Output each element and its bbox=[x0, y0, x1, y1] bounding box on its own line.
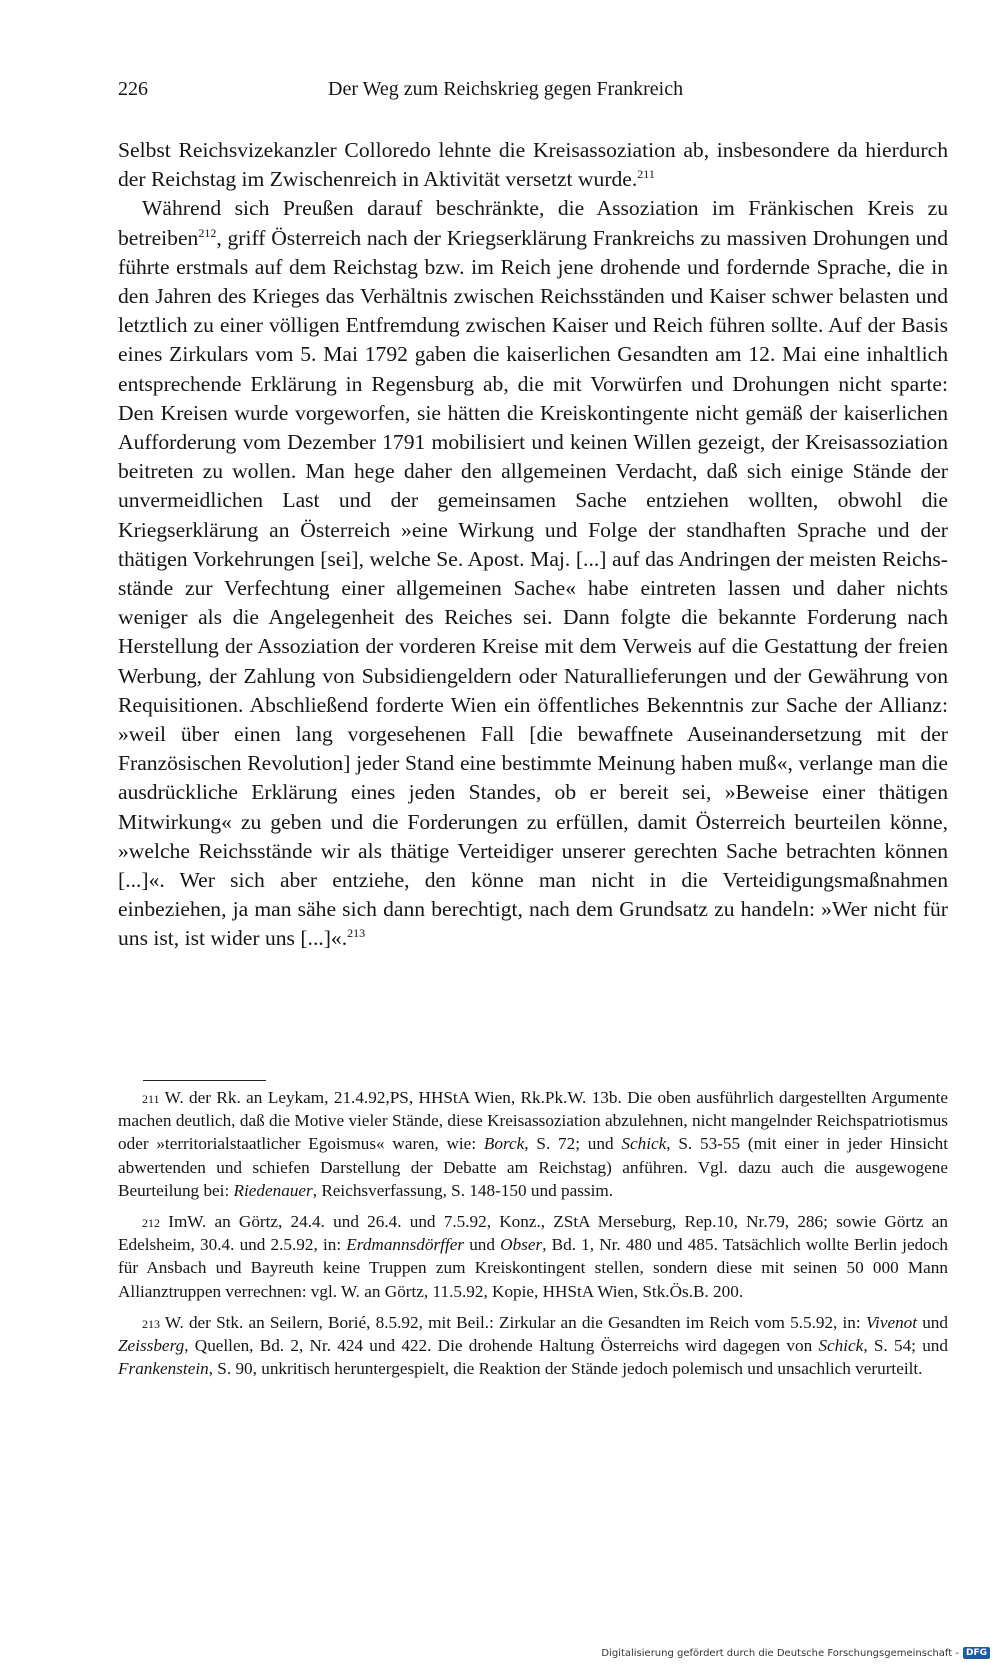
footnotes bbox=[118, 1086, 948, 1388]
footnote bbox=[118, 1086, 948, 1202]
footnote-number: 211 bbox=[142, 1092, 160, 1106]
author-name: Frankenstein bbox=[118, 1359, 209, 1379]
footnote-number: 212 bbox=[142, 1216, 160, 1231]
paragraph bbox=[118, 136, 948, 194]
author-name: Vivenot bbox=[865, 1312, 918, 1332]
footnote-number: 213 bbox=[142, 1316, 160, 1331]
paragraph-text: Während sich Preußen darauf beschränkte, die Assoziation im Fränkischen Kreis zu betreiben bbox=[118, 196, 948, 250]
paragraph-text: Selbst Reichsvizekanzler Colloredo lehnte die Kreisassoziation ab, insbesondere da hierdurch der Reichstag im Zwischenreich in Aktivität versetzt wurde. bbox=[118, 138, 948, 192]
footnote-text: , Reichsverfassung, S. 148-150 und passim. bbox=[312, 1180, 614, 1200]
digitization-credit bbox=[601, 1647, 990, 1659]
footnote-text: , Bd. 1, Nr. 480 und 485. Tatsächlich wollte Berlin jedoch für Ansbach und Bayreuth keine Truppen zum Kreiskontingent stellen, sondern diese mit seinen 50 000 Mann Allianztruppen verrechnen: vgl. W. an Görtz, 11.5.92, Kopie, HHStA Wien, Stk.Ös.B. 200. bbox=[118, 1235, 948, 1301]
footnote-ref: 212 bbox=[198, 225, 217, 240]
footnote-text: ImW. an Görtz, 24.4. und 26.4. und 7.5.92, Konz., ZStA Merseburg, Rep.10, Nr.79, 286; sowie Görtz an Edelsheim, 30.4. und 2.5.92, in: bbox=[118, 1212, 948, 1255]
author-name: Schick bbox=[818, 1336, 864, 1356]
footnote bbox=[118, 1210, 948, 1303]
body-text bbox=[118, 136, 948, 954]
author-name: Obser bbox=[500, 1235, 543, 1255]
author-name: Riedenauer bbox=[233, 1180, 313, 1200]
author-name: Borck bbox=[483, 1134, 525, 1154]
footnote-text: W. der Rk. an Leykam, 21.4.92,PS, HHStA Wien, Rk.Pk.W. 13b. Die oben ausführlich dargestellten Argumente machen deutlich, daß die Motive vieler Stände, diese Kreisassoziation abzulehnen, nicht mangelnder Reichspatriotismus oder »territorialstaatlicher Egoismus« waren, wie: bbox=[118, 1088, 948, 1154]
footnote-text: und bbox=[917, 1312, 948, 1332]
footnote-text: W. der Stk. an Seilern, Borié, 8.5.92, mit Beil.: Zirkular an die Gesandten im Reich vom 5.5.92, in: bbox=[160, 1312, 866, 1332]
running-head: Der Weg zum Reichskrieg gegen Frankreich bbox=[328, 78, 684, 100]
page-header bbox=[118, 78, 948, 108]
footnote-text: , Quellen, Bd. 2, Nr. 424 und 422. Die drohende Haltung Österreichs wird dagegen von bbox=[184, 1336, 819, 1356]
page-number: 226 bbox=[118, 78, 148, 100]
author-name: Zeissberg bbox=[118, 1336, 185, 1356]
footnote-text: , S. 72; und bbox=[524, 1134, 622, 1154]
paragraph-text: , griff Österreich nach der Kriegserklärung Frankreichs zu massiven Drohungen und führte erstmals auf dem Reichstag bzw. im Reich jene drohende und fordernde Sprache, die in den Jahren des Krieges das Verhältnis zwischen Reichsständen und Kaiser schwer belasten und letztlich zu einer völligen Entfremdung zwischen Kaiser und Reich führen sollte. Auf der Basis eines Zirkulars vom 5. Mai 1792 gaben die kaiserlichen Gesandten am 12. Mai eine inhaltlich entsprechende Erklärung in Regensburg ab, die mit Vorwürfen und Drohungen nicht sparte: Den Kreisen wurde vorgeworfen, sie hätten die Kreiskontingente nicht gemäß der kaiserlichen Aufforderung vom Dezember 1791 mobilisiert und keinen Willen gezeigt, der Kreisassoziation beitreten zu wollen. Man hege daher den allgemeinen Verdacht, daß sich einige Stände der unvermeidlichen Last und der gemeinsamen Sache entziehen wollten, obwohl die Kriegserklärung an Österreich »eine Wirkung und Folge der standhaften Sprache und der thätigen Vorkehrungen [sei], welche Se. Apost. Maj. [...] auf das Andringen der meisten Reichsstände zur Verfechtung einer allgemeinen Sache« habe eintreten lassen und daher nichts weniger als die Angelegenheit des Reiches sei. Dann folgte die bekannte Forderung nach Herstellung der Assoziation der vorderen Kreise mit dem Verweis auf die Gestattung der freien Werbung, der Zahlung von Subsidiengeldern oder Naturallieferungen und der Gewährung von Requisitionen. Abschließend forderte Wien ein öffentliches Bekenntnis zur Sache der Allianz: »weil über einen lang vorgesehenen Fall [die bewaffnete Auseinandersetzung mit der Französischen Revolution] jeder Stand eine bestimmte Meinung haben muß«, verlange man die ausdrückliche Erklärung eines jeden Standes, ob er bereit sei, »Beweise einer thätigen Mitwirkung« zu geben und die Forderungen zu erfüllen, damit Österreich beurteilen könne, »welche Reichsstände wir als thätige Verteidiger unserer gerechten Sache betrachten können [...]«. Wer sich aber entziehe, den könne man nicht in die Verteidigungsmaßnahmen einbeziehen, ja man sähe sich dann berechtigt, nach dem Grundsatz zu handeln: »Wer nicht für uns ist, ist wider uns [...]«. bbox=[118, 225, 948, 951]
author-name: Schick bbox=[621, 1134, 667, 1154]
footnote-text: , S. 54; und bbox=[863, 1336, 948, 1356]
footnote-text: , S. 53-55 (mit einer in jeder Hinsicht abwertenden und schiefen Darstellung der Debatte am Reichstag) anführen. Vgl. dazu auch die ausgewogene Beurteilung bei: bbox=[118, 1134, 948, 1200]
paragraph bbox=[118, 194, 948, 953]
footnote-text: und bbox=[464, 1235, 501, 1255]
dfg-logo: DFG bbox=[963, 1647, 990, 1659]
footnote-ref: 213 bbox=[347, 926, 366, 941]
credit-text: Digitalisierung gefördert durch die Deutsche Forschungsgemeinschaft - bbox=[601, 1647, 959, 1659]
footnote bbox=[118, 1311, 948, 1381]
author-name: Erdmannsdörffer bbox=[346, 1235, 465, 1255]
footnote-ref: 211 bbox=[637, 167, 655, 182]
footnote-text: , S. 90, unkritisch heruntergespielt, die Reaktion der Stände jedoch polemisch und unsachlich verurteilt. bbox=[208, 1359, 923, 1379]
footnote-separator bbox=[143, 1080, 266, 1081]
